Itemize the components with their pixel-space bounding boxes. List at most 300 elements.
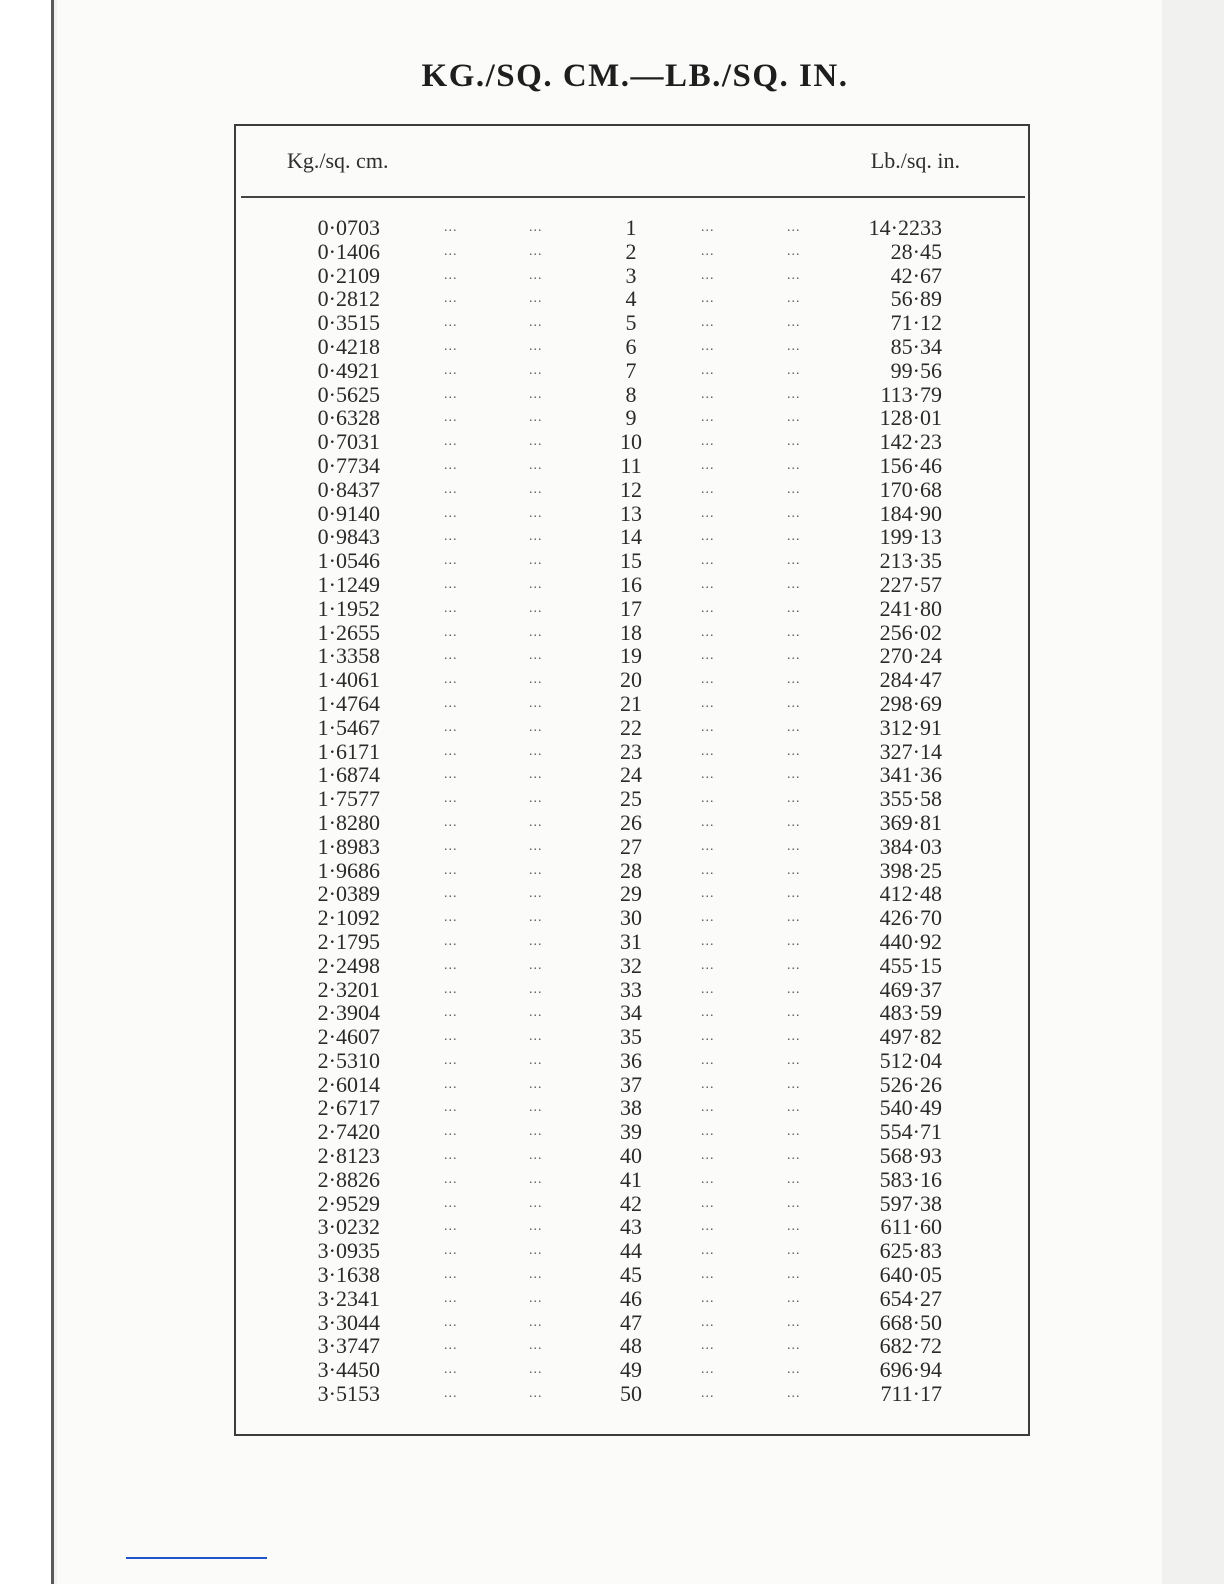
kg-value: 1·4764 <box>317 690 380 716</box>
leader-dots: ... <box>529 1076 543 1092</box>
leader-dots: ... <box>529 1195 543 1211</box>
leader-dots: ... <box>444 743 458 759</box>
row-number: 38 <box>620 1095 642 1121</box>
leader-dots: ... <box>701 267 715 283</box>
leader-dots: ... <box>787 1171 801 1187</box>
table-row <box>236 311 1028 335</box>
kg-value: 1·4061 <box>317 667 380 693</box>
leader-dots: ... <box>701 1005 715 1021</box>
page-title: KG./SQ. CM.—LB./SQ. IN. <box>421 58 849 94</box>
leader-dots: ... <box>701 291 715 307</box>
leader-dots: ... <box>444 933 458 949</box>
table-row <box>236 906 1028 930</box>
leader-dots: ... <box>787 243 801 259</box>
leader-dots: ... <box>529 457 543 473</box>
leader-dots: ... <box>529 1052 543 1068</box>
table-row <box>236 1096 1028 1120</box>
table-row <box>236 1192 1028 1216</box>
row-number: 50 <box>620 1381 642 1407</box>
leader-dots: ... <box>787 743 801 759</box>
leader-dots: ... <box>787 814 801 830</box>
leader-dots: ... <box>444 886 458 902</box>
table-row <box>236 1001 1028 1025</box>
leader-dots: ... <box>787 410 801 426</box>
leader-dots: ... <box>701 1243 715 1259</box>
table-row <box>236 525 1028 549</box>
table-row <box>236 287 1028 311</box>
leader-dots: ... <box>529 267 543 283</box>
leader-dots: ... <box>529 1338 543 1354</box>
row-number: 13 <box>620 500 642 526</box>
row-number: 5 <box>625 310 637 336</box>
leader-dots: ... <box>444 791 458 807</box>
leader-dots: ... <box>787 1290 801 1306</box>
lb-value: 711·17 <box>880 1381 942 1407</box>
kg-value: 0·5625 <box>317 381 380 407</box>
kg-value: 2·6717 <box>317 1095 380 1121</box>
leader-dots: ... <box>529 767 543 783</box>
kg-value: 0·9843 <box>317 524 380 550</box>
table-body <box>236 216 1028 1406</box>
kg-value: 0·9140 <box>317 500 380 526</box>
leader-dots: ... <box>444 624 458 640</box>
leader-dots: ... <box>701 457 715 473</box>
kg-value: 3·3747 <box>317 1333 380 1359</box>
leader-dots: ... <box>444 1267 458 1283</box>
row-number: 18 <box>620 619 642 645</box>
page-binding-edge <box>0 0 54 1584</box>
lb-value: 128·01 <box>879 405 942 431</box>
leader-dots: ... <box>444 338 458 354</box>
leader-dots: ... <box>529 743 543 759</box>
leader-dots: ... <box>701 1148 715 1164</box>
leader-dots: ... <box>529 1314 543 1330</box>
row-number: 10 <box>620 429 642 455</box>
leader-dots: ... <box>701 220 715 235</box>
lb-value: 28·45 <box>890 238 942 264</box>
row-number: 4 <box>625 286 637 312</box>
leader-dots: ... <box>787 1243 801 1259</box>
row-number: 42 <box>620 1190 642 1216</box>
leader-dots: ... <box>529 933 543 949</box>
leader-dots: ... <box>787 981 801 997</box>
table-row <box>236 216 1028 240</box>
column-header-lb: Lb./sq. in. <box>870 148 960 173</box>
table-row <box>236 1049 1028 1073</box>
leader-dots: ... <box>444 957 458 973</box>
leader-dots: ... <box>444 838 458 854</box>
column-header-kg: Kg./sq. cm. <box>287 148 389 173</box>
leader-dots: ... <box>444 1076 458 1092</box>
row-number: 36 <box>620 1047 642 1073</box>
leader-dots: ... <box>701 600 715 616</box>
lb-value: 640·05 <box>879 1262 942 1288</box>
leader-dots: ... <box>529 505 543 521</box>
leader-dots: ... <box>787 862 801 878</box>
leader-dots: ... <box>444 1029 458 1045</box>
leader-dots: ... <box>529 791 543 807</box>
leader-dots: ... <box>701 1052 715 1068</box>
leader-dots: ... <box>701 576 715 592</box>
table-row <box>236 359 1028 383</box>
lb-value: 455·15 <box>879 952 942 978</box>
leader-dots: ... <box>787 362 801 378</box>
lb-value: 227·57 <box>879 571 942 597</box>
kg-value: 3·2341 <box>317 1285 380 1311</box>
row-number: 46 <box>620 1285 642 1311</box>
row-number: 29 <box>620 881 642 907</box>
leader-dots: ... <box>787 1386 801 1402</box>
row-number: 41 <box>620 1166 642 1192</box>
leader-dots: ... <box>701 1386 715 1402</box>
leader-dots: ... <box>701 386 715 402</box>
row-number: 25 <box>620 786 642 812</box>
leader-dots: ... <box>787 767 801 783</box>
leader-dots: ... <box>444 672 458 688</box>
leader-dots: ... <box>444 1195 458 1211</box>
leader-dots: ... <box>444 1314 458 1330</box>
leader-dots: ... <box>529 1290 543 1306</box>
kg-value: 2·8826 <box>317 1166 380 1192</box>
leader-dots: ... <box>701 838 715 854</box>
row-number: 23 <box>620 738 642 764</box>
leader-dots: ... <box>444 981 458 997</box>
kg-value: 1·8280 <box>317 809 380 835</box>
leader-dots: ... <box>787 529 801 545</box>
kg-value: 2·1092 <box>317 905 380 931</box>
leader-dots: ... <box>529 243 543 259</box>
lb-value: 14·2233 <box>868 215 942 240</box>
row-number: 31 <box>620 928 642 954</box>
leader-dots: ... <box>787 1124 801 1140</box>
table-row <box>236 954 1028 978</box>
leader-dots: ... <box>444 910 458 926</box>
leader-dots: ... <box>787 1029 801 1045</box>
row-number: 19 <box>620 643 642 669</box>
row-number: 40 <box>620 1143 642 1169</box>
table-row <box>236 1334 1028 1358</box>
table-row <box>236 478 1028 502</box>
lb-value: 526·26 <box>879 1071 942 1097</box>
leader-dots: ... <box>444 1362 458 1378</box>
leader-dots: ... <box>701 505 715 521</box>
leader-dots: ... <box>787 886 801 902</box>
table-row <box>236 1120 1028 1144</box>
table-row <box>236 430 1028 454</box>
lb-value: 355·58 <box>879 786 942 812</box>
leader-dots: ... <box>787 910 801 926</box>
kg-value: 0·1406 <box>317 238 380 264</box>
leader-dots: ... <box>701 1290 715 1306</box>
leader-dots: ... <box>529 1124 543 1140</box>
table-row <box>236 406 1028 430</box>
table-row <box>236 621 1028 645</box>
footer-underline <box>126 1557 267 1559</box>
lb-value: 497·82 <box>879 1024 942 1050</box>
leader-dots: ... <box>787 1338 801 1354</box>
lb-value: 611·60 <box>880 1214 942 1240</box>
leader-dots: ... <box>787 695 801 711</box>
row-number: 27 <box>620 833 642 859</box>
table-row <box>236 1263 1028 1287</box>
kg-value: 2·3201 <box>317 976 380 1002</box>
kg-value: 0·7734 <box>317 452 380 478</box>
leader-dots: ... <box>444 576 458 592</box>
row-number: 33 <box>620 976 642 1002</box>
table-row <box>236 597 1028 621</box>
table-row <box>236 835 1028 859</box>
leader-dots: ... <box>701 767 715 783</box>
lb-value: 42·67 <box>890 262 942 288</box>
leader-dots: ... <box>787 1219 801 1235</box>
kg-value: 1·6171 <box>317 738 380 764</box>
leader-dots: ... <box>444 1290 458 1306</box>
kg-value: 2·9529 <box>317 1190 380 1216</box>
row-number: 8 <box>625 381 637 407</box>
kg-value: 2·7420 <box>317 1119 380 1145</box>
lb-value: 184·90 <box>879 500 942 526</box>
leader-dots: ... <box>787 624 801 640</box>
header-divider <box>241 196 1025 198</box>
lb-value: 142·23 <box>879 429 942 455</box>
row-number: 22 <box>620 714 642 740</box>
lb-value: 199·13 <box>879 524 942 550</box>
leader-dots: ... <box>787 338 801 354</box>
row-number: 43 <box>620 1214 642 1240</box>
conversion-table <box>234 124 1030 1436</box>
leader-dots: ... <box>701 886 715 902</box>
kg-value: 1·0546 <box>317 548 380 574</box>
lb-value: 298·69 <box>879 690 942 716</box>
lb-value: 668·50 <box>879 1309 942 1335</box>
leader-dots: ... <box>787 1100 801 1116</box>
leader-dots: ... <box>787 481 801 497</box>
kg-value: 2·4607 <box>317 1024 380 1050</box>
leader-dots: ... <box>529 1386 543 1402</box>
leader-dots: ... <box>787 457 801 473</box>
row-number: 6 <box>625 333 637 359</box>
leader-dots: ... <box>701 338 715 354</box>
table-row <box>236 1311 1028 1335</box>
table-row <box>236 930 1028 954</box>
row-number: 21 <box>620 690 642 716</box>
lb-value: 256·02 <box>879 619 942 645</box>
row-number: 24 <box>620 762 642 788</box>
leader-dots: ... <box>701 1314 715 1330</box>
leader-dots: ... <box>701 1362 715 1378</box>
lb-value: 327·14 <box>879 738 942 764</box>
table-row <box>236 1287 1028 1311</box>
table-row <box>236 549 1028 573</box>
leader-dots: ... <box>444 481 458 497</box>
leader-dots: ... <box>787 386 801 402</box>
table-row <box>236 1144 1028 1168</box>
leader-dots: ... <box>701 529 715 545</box>
leader-dots: ... <box>701 1219 715 1235</box>
kg-value: 1·1952 <box>317 595 380 621</box>
row-number: 7 <box>625 357 637 383</box>
leader-dots: ... <box>444 220 458 235</box>
lb-value: 170·68 <box>879 476 942 502</box>
kg-value: 3·3044 <box>317 1309 380 1335</box>
leader-dots: ... <box>529 362 543 378</box>
table-row <box>236 1382 1028 1406</box>
table-row <box>236 978 1028 1002</box>
kg-value: 0·0703 <box>317 215 380 240</box>
leader-dots: ... <box>529 529 543 545</box>
kg-value: 3·0232 <box>317 1214 380 1240</box>
leader-dots: ... <box>787 505 801 521</box>
row-number: 32 <box>620 952 642 978</box>
leader-dots: ... <box>529 981 543 997</box>
leader-dots: ... <box>787 838 801 854</box>
leader-dots: ... <box>529 814 543 830</box>
leader-dots: ... <box>444 1171 458 1187</box>
leader-dots: ... <box>444 267 458 283</box>
leader-dots: ... <box>529 291 543 307</box>
lb-value: 597·38 <box>879 1190 942 1216</box>
leader-dots: ... <box>787 600 801 616</box>
kg-value: 1·3358 <box>317 643 380 669</box>
leader-dots: ... <box>444 1124 458 1140</box>
kg-value: 1·5467 <box>317 714 380 740</box>
lb-value: 398·25 <box>879 857 942 883</box>
kg-value: 0·3515 <box>317 310 380 336</box>
kg-value: 2·3904 <box>317 1000 380 1026</box>
leader-dots: ... <box>787 1195 801 1211</box>
leader-dots: ... <box>787 1148 801 1164</box>
leader-dots: ... <box>444 695 458 711</box>
leader-dots: ... <box>787 1076 801 1092</box>
row-number: 34 <box>620 1000 642 1026</box>
kg-value: 3·1638 <box>317 1262 380 1288</box>
leader-dots: ... <box>444 553 458 569</box>
leader-dots: ... <box>787 1052 801 1068</box>
leader-dots: ... <box>701 1267 715 1283</box>
leader-dots: ... <box>787 1267 801 1283</box>
table-row <box>236 882 1028 906</box>
leader-dots: ... <box>701 362 715 378</box>
row-number: 35 <box>620 1024 642 1050</box>
kg-value: 0·7031 <box>317 429 380 455</box>
row-number: 3 <box>625 262 637 288</box>
row-number: 44 <box>620 1238 642 1264</box>
table-row <box>236 716 1028 740</box>
kg-value: 0·4218 <box>317 333 380 359</box>
leader-dots: ... <box>701 1338 715 1354</box>
row-number: 9 <box>625 405 637 431</box>
leader-dots: ... <box>701 410 715 426</box>
kg-value: 0·8437 <box>317 476 380 502</box>
leader-dots: ... <box>444 1219 458 1235</box>
kg-value: 1·2655 <box>317 619 380 645</box>
table-row <box>236 787 1028 811</box>
row-number: 28 <box>620 857 642 883</box>
kg-value: 0·6328 <box>317 405 380 431</box>
leader-dots: ... <box>787 1314 801 1330</box>
leader-dots: ... <box>787 791 801 807</box>
leader-dots: ... <box>701 933 715 949</box>
leader-dots: ... <box>529 481 543 497</box>
row-number: 11 <box>620 452 642 478</box>
leader-dots: ... <box>701 648 715 664</box>
kg-value: 0·4921 <box>317 357 380 383</box>
table-row <box>236 1025 1028 1049</box>
leader-dots: ... <box>529 553 543 569</box>
lb-value: 113·79 <box>880 381 942 407</box>
leader-dots: ... <box>701 481 715 497</box>
leader-dots: ... <box>701 1029 715 1045</box>
leader-dots: ... <box>529 1171 543 1187</box>
table-row <box>236 740 1028 764</box>
leader-dots: ... <box>701 243 715 259</box>
table-row <box>236 1073 1028 1097</box>
leader-dots: ... <box>444 1338 458 1354</box>
leader-dots: ... <box>529 1219 543 1235</box>
table-row <box>236 668 1028 692</box>
leader-dots: ... <box>787 719 801 735</box>
lb-value: 469·37 <box>879 976 942 1002</box>
leader-dots: ... <box>444 1100 458 1116</box>
leader-dots: ... <box>444 505 458 521</box>
lb-value: 213·35 <box>879 548 942 574</box>
leader-dots: ... <box>787 220 801 235</box>
leader-dots: ... <box>701 1100 715 1116</box>
leader-dots: ... <box>529 1243 543 1259</box>
leader-dots: ... <box>701 695 715 711</box>
leader-dots: ... <box>701 719 715 735</box>
table-row <box>236 1239 1028 1263</box>
leader-dots: ... <box>444 814 458 830</box>
leader-dots: ... <box>444 529 458 545</box>
kg-value: 0·2812 <box>317 286 380 312</box>
leader-dots: ... <box>529 910 543 926</box>
leader-dots: ... <box>444 362 458 378</box>
lb-value: 369·81 <box>879 809 942 835</box>
lb-value: 512·04 <box>879 1047 942 1073</box>
table-row <box>236 1215 1028 1239</box>
table-row <box>236 454 1028 478</box>
leader-dots: ... <box>787 315 801 331</box>
leader-dots: ... <box>444 767 458 783</box>
lb-value: 483·59 <box>879 1000 942 1026</box>
table-row <box>236 383 1028 407</box>
leader-dots: ... <box>444 719 458 735</box>
row-number: 14 <box>620 524 642 550</box>
leader-dots: ... <box>529 410 543 426</box>
leader-dots: ... <box>529 695 543 711</box>
kg-value: 2·2498 <box>317 952 380 978</box>
lb-value: 682·72 <box>879 1333 942 1359</box>
kg-value: 2·1795 <box>317 928 380 954</box>
leader-dots: ... <box>701 1076 715 1092</box>
leader-dots: ... <box>444 434 458 450</box>
leader-dots: ... <box>787 267 801 283</box>
leader-dots: ... <box>529 862 543 878</box>
leader-dots: ... <box>701 315 715 331</box>
kg-value: 1·6874 <box>317 762 380 788</box>
table-row <box>236 502 1028 526</box>
leader-dots: ... <box>529 1100 543 1116</box>
kg-value: 0·2109 <box>317 262 380 288</box>
leader-dots: ... <box>701 434 715 450</box>
row-number: 37 <box>620 1071 642 1097</box>
leader-dots: ... <box>444 243 458 259</box>
lb-value: 85·34 <box>890 333 942 359</box>
table-row <box>236 573 1028 597</box>
leader-dots: ... <box>787 291 801 307</box>
row-number: 1 <box>625 215 637 240</box>
